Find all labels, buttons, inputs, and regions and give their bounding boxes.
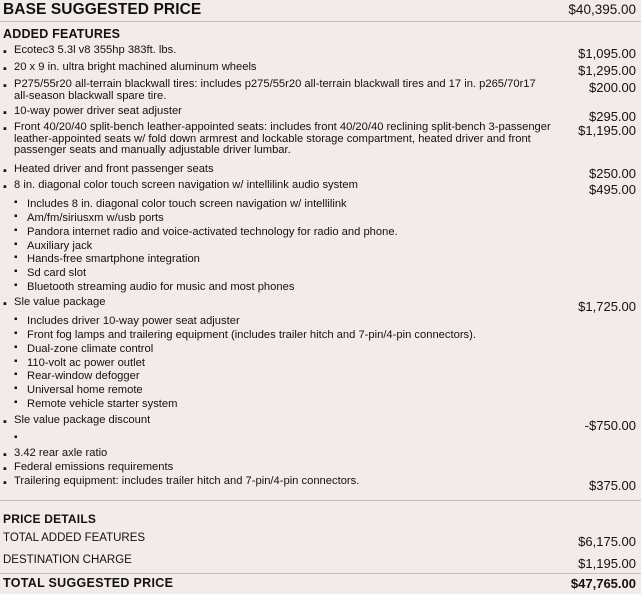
sub-item-text: Dual-zone climate control bbox=[27, 343, 154, 355]
total-added-features-label: TOTAL ADDED FEATURES bbox=[3, 532, 146, 544]
feature-price: $200.00 bbox=[589, 80, 636, 95]
feature-text: Sle value package discount bbox=[14, 414, 151, 426]
bullet-icon: ▪ bbox=[14, 383, 18, 394]
sub-item-text: Includes driver 10-way power seat adjuster bbox=[27, 315, 240, 327]
bullet-icon: ▪ bbox=[3, 181, 7, 193]
destination-charge-value: $1,195.00 bbox=[578, 556, 636, 571]
feature-price: $375.00 bbox=[589, 478, 636, 493]
feature-text: Federal emissions requirements bbox=[14, 461, 174, 473]
base-price-label: BASE SUGGESTED PRICE bbox=[3, 1, 202, 18]
feature-text: P275/55r20 all-terrain blackwall tires: includes p275/55r20 all-terrain blackwall tires and 17 in. p265/70r17 all-season blackwall spare tire. bbox=[14, 78, 536, 102]
bullet-icon: ▪ bbox=[14, 328, 18, 339]
feature-price: $495.00 bbox=[589, 182, 636, 197]
bullet-icon: ▪ bbox=[14, 369, 18, 380]
divider bbox=[0, 500, 641, 501]
total-suggested-price-label: TOTAL SUGGESTED PRICE bbox=[3, 576, 174, 590]
sub-item-text: Remote vehicle starter system bbox=[27, 398, 178, 410]
feature-text: Trailering equipment: includes trailer hitch and 7-pin/4-pin connectors. bbox=[14, 475, 360, 487]
bullet-icon: ▪ bbox=[3, 165, 7, 177]
sub-item-text: Am/fm/siriusxm w/usb ports bbox=[27, 212, 164, 224]
bullet-icon: ▪ bbox=[14, 266, 18, 277]
feature-price: $250.00 bbox=[589, 166, 636, 181]
feature-price: -$750.00 bbox=[584, 418, 636, 433]
added-features-title: ADDED FEATURES bbox=[3, 27, 121, 41]
sub-item-text: Sd card slot bbox=[27, 267, 87, 279]
feature-price: $1,295.00 bbox=[578, 63, 636, 78]
destination-charge-label: DESTINATION CHARGE bbox=[3, 554, 132, 566]
bullet-icon: ▪ bbox=[14, 197, 18, 208]
feature-text: 20 x 9 in. ultra bright machined aluminum wheels bbox=[14, 61, 257, 73]
bullet-icon: ▪ bbox=[3, 477, 7, 489]
sub-item-text: Bluetooth streaming audio for music and most phones bbox=[27, 281, 295, 293]
sub-item-text: Universal home remote bbox=[27, 384, 143, 396]
sub-item-text: Auxiliary jack bbox=[27, 240, 93, 252]
bullet-icon: ▪ bbox=[3, 463, 7, 475]
base-price-value: $40,395.00 bbox=[568, 2, 636, 17]
feature-text: Sle value package bbox=[14, 296, 106, 308]
feature-text: Front 40/20/40 split-bench leather-appointed seats: includes front 40/20/40 reclining split-bench 3-passenger leather-appointed seats w/ fold down armrest and lockable storage compartment, heated driver and front passenger seats and manually adjustable driver lumbar. bbox=[14, 121, 551, 157]
bullet-icon: ▪ bbox=[3, 63, 7, 75]
bullet-icon: ▪ bbox=[14, 314, 18, 325]
bullet-icon: ▪ bbox=[14, 211, 18, 222]
total-suggested-price-value: $47,765.00 bbox=[570, 576, 636, 591]
feature-price: $1,725.00 bbox=[578, 299, 636, 314]
sub-item-text: Hands-free smartphone integration bbox=[27, 253, 200, 265]
bullet-icon: ▪ bbox=[3, 416, 7, 428]
sub-item-text: Front fog lamps and trailering equipment (includes trailer hitch and 7-pin/4-pin connectors). bbox=[27, 329, 476, 341]
bullet-icon: ▪ bbox=[3, 107, 7, 119]
feature-text: 3.42 rear axle ratio bbox=[14, 447, 108, 459]
bullet-icon: ▪ bbox=[14, 356, 18, 367]
bullet-icon: ▪ bbox=[3, 298, 7, 310]
feature-text: Ecotec3 5.3l v8 355hp 383ft. lbs. bbox=[14, 44, 177, 56]
total-added-features-value: $6,175.00 bbox=[578, 534, 636, 549]
feature-text: 8 in. diagonal color touch screen navigation w/ intellilink audio system bbox=[14, 179, 358, 191]
sub-item-text: Pandora internet radio and voice-activated technology for radio and phone. bbox=[27, 226, 398, 238]
bullet-icon: ▪ bbox=[14, 280, 18, 291]
bullet-icon: ▪ bbox=[14, 225, 18, 236]
divider bbox=[0, 573, 641, 574]
price-details-title: PRICE DETAILS bbox=[3, 512, 97, 526]
base-price-row bbox=[3, 1, 636, 21]
sub-item-text: Includes 8 in. diagonal color touch screen navigation w/ intellilink bbox=[27, 198, 347, 210]
bullet-icon: ▪ bbox=[14, 432, 18, 443]
sub-item-text: 110-volt ac power outlet bbox=[27, 357, 145, 369]
bullet-icon: ▪ bbox=[14, 342, 18, 353]
feature-text: 10-way power driver seat adjuster bbox=[14, 105, 182, 117]
bullet-icon: ▪ bbox=[14, 239, 18, 250]
bullet-icon: ▪ bbox=[14, 397, 18, 408]
feature-text: Heated driver and front passenger seats bbox=[14, 163, 214, 175]
sub-item-text: Rear-window defogger bbox=[27, 370, 140, 382]
bullet-icon: ▪ bbox=[3, 80, 7, 92]
feature-price: $1,095.00 bbox=[578, 46, 636, 61]
feature-price: $1,195.00 bbox=[578, 123, 636, 138]
feature-price: $295.00 bbox=[589, 109, 636, 124]
bullet-icon: ▪ bbox=[14, 252, 18, 263]
bullet-icon: ▪ bbox=[3, 46, 7, 58]
divider bbox=[0, 21, 641, 22]
bullet-icon: ▪ bbox=[3, 449, 7, 461]
bullet-icon: ▪ bbox=[3, 123, 7, 135]
